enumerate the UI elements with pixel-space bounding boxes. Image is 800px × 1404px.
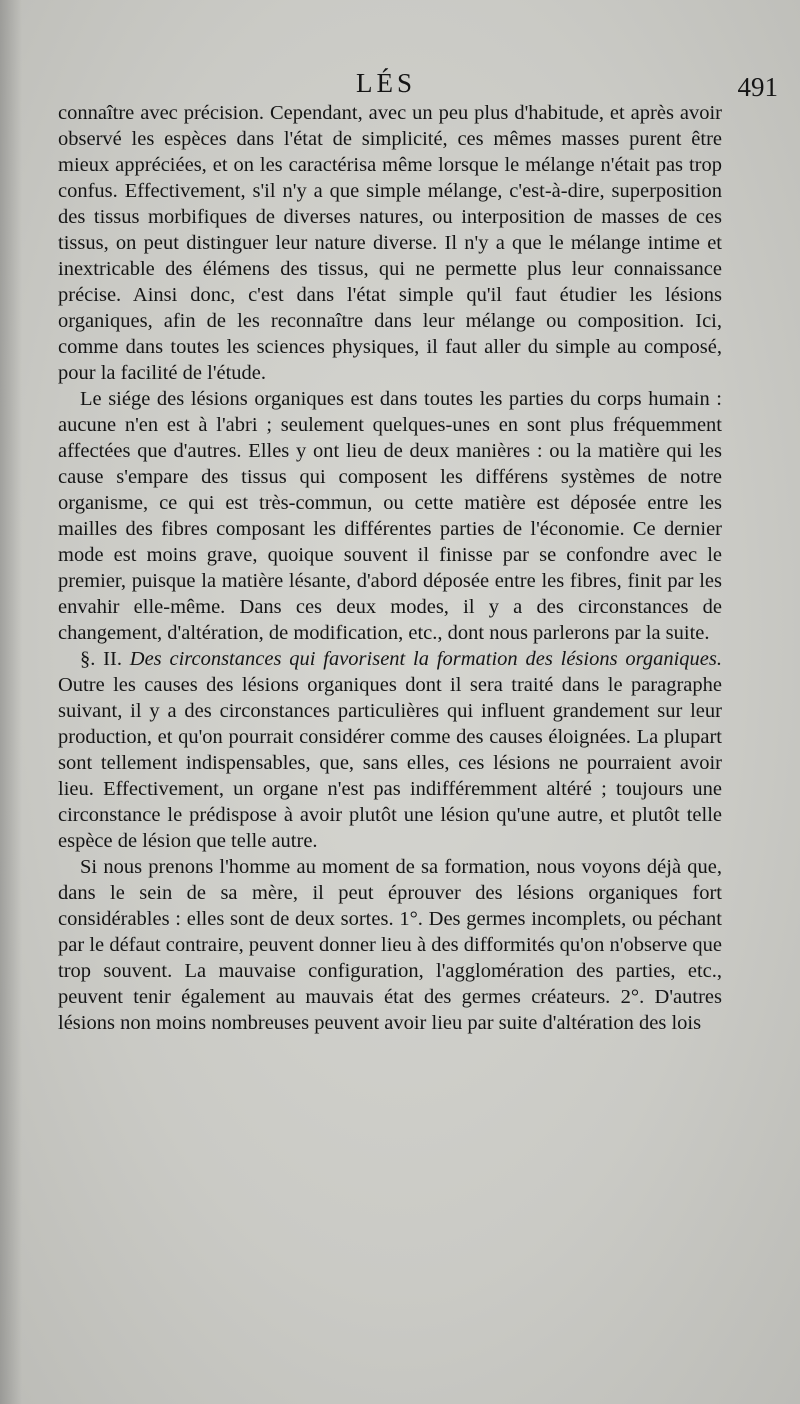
paragraph-4: Si nous prenons l'homme au moment de sa formation, nous voyons déjà que, dans le sein de sa mère, il peut éprouver des lésions organiques fort considérables : elles sont de deux sortes. 1°. Des germes incomplets, ou péchant par le défaut contraire, peuvent donner lieu à des difformités qu'on n'observe que trop souvent. La mauvaise configuration, l'agglomération des parties, etc., peuvent tenir également au mauvais état des germes créateurs. 2°. D'autres lésions non moins nombreuses peuvent avoir lieu par suite d'altération des lois — [58, 856, 722, 1034]
paragraph-2: Le siége des lésions organiques est dans toutes les parties du corps humain : aucune n'en est à l'abri ; seulement quelques-unes en sont plus fréquemment affectées que d'autres. Elles y ont lieu de deux manières : ou la matière qui les cause s'empare des tissus qui composent les différens systèmes de notre organisme, ce qui est très-commun, ou cette matière est déposée entre les mailles des fibres composant les différentes parties de l'économie. Ce dernier mode est moins grave, quoique souvent il finisse par se confondre avec le premier, puisque la matière lésante, d'abord déposée entre les fibres, finit par les envahir elle-même. Dans ces deux modes, il y a des circonstances de changement, d'altération, de modification, etc., dont nous parlerons par la suite. — [58, 388, 722, 644]
section-title: Des circonstances qui favorisent la formation des lésions organiques. — [129, 648, 722, 670]
running-head: LÉS — [356, 68, 417, 98]
section-body: Outre les causes des lésions organiques dont il sera traité dans le paragraphe suivant, il y a des circonstances particulières qui influent grandement sur leur production, et qu'on pourrait considérer comme des causes éloignées. La plupart sont tellement indispensables, que, sans elles, ces lésions ne pourraient avoir lieu. Effectivement, un organe n'est pas indifféremment altéré ; toujours une circonstance le prédispose à avoir plutôt une lésion qu'une autre, et plutôt telle espèce de lésion que telle autre. — [58, 674, 722, 852]
page-number: 491 — [737, 72, 778, 102]
paragraph-3-section — [58, 646, 722, 854]
page-gutter-shadow — [0, 0, 22, 1404]
body-text — [58, 100, 722, 1036]
section-number: §. II. — [80, 648, 122, 670]
paragraph-1: connaître avec précision. Cependant, avec un peu plus d'habitude, et après avoir observé les espèces dans l'état de simplicité, ces mêmes masses purent être mieux appréciées, et on les caractérisa même lorsque le mélange n'était pas trop confus. Effectivement, s'il n'y a que simple mélange, c'est-à-dire, superposition des tissus morbifiques de diverses natures, ou interposition de masses de ces tissus, on peut distinguer leur nature diverse. Il n'y a que le mélange intime et inextricable des élémens des tissus, qui ne permette plus leur connaissance précise. Ainsi donc, c'est dans l'état simple qu'il faut étudier les lésions organiques, afin de les reconnaître dans leur mélange ou composition. Ici, comme dans toutes les sciences physiques, il faut aller du simple au composé, pour la facilité de l'étude. — [58, 102, 722, 384]
